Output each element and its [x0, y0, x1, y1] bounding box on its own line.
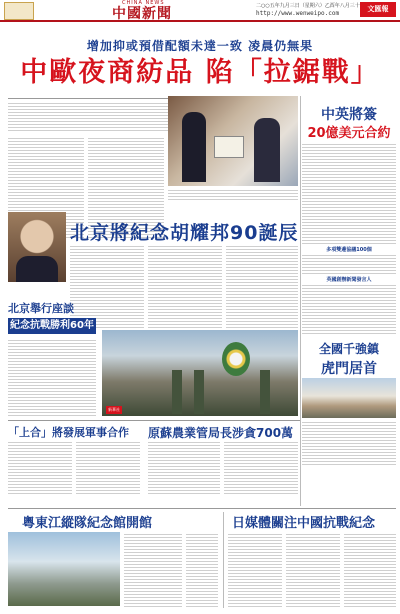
forum-article-column	[8, 338, 96, 418]
towns-article	[302, 420, 396, 466]
side-story-subhead-2: 英國創辦新聞發言人	[302, 276, 396, 283]
sco-title: 「上合」將發展軍事合作	[8, 426, 129, 439]
agri-article-column-2	[224, 440, 298, 494]
hu-article-column-3	[226, 244, 298, 328]
photo-document	[214, 136, 244, 158]
japan-article-column-2	[286, 532, 340, 608]
museum-title: 粵東江縱隊紀念館開館	[22, 516, 153, 531]
photo-figure	[254, 118, 280, 182]
lead-photo-caption	[168, 188, 298, 202]
section-divider	[8, 420, 300, 421]
emblem-icon	[4, 2, 34, 20]
agri-title: 原蘇農業管局長涉貪700萬	[148, 426, 294, 440]
section-name: 中國新聞	[112, 6, 172, 22]
forum-title: 北京舉行座談	[8, 302, 74, 315]
towns-title: 全國千強鎮	[318, 342, 379, 356]
wreath	[222, 342, 250, 376]
side-story	[302, 96, 396, 336]
hu-article-column-1	[70, 244, 144, 328]
japan-title: 日媒體關注中國抗戰紀念	[232, 516, 376, 531]
towns-title-2: 虎門居首	[321, 361, 377, 377]
japan-article-column-3	[344, 532, 396, 608]
lead-headline: 中歐夜商紡品 陷「拉鋸戰」	[20, 57, 380, 88]
hu-portrait	[8, 212, 66, 282]
museum-article-column-2	[186, 532, 218, 608]
masthead	[0, 0, 400, 22]
section-name-en: CHINA NEWS	[122, 0, 165, 6]
agri-article-column-1	[148, 440, 220, 494]
sco-article-column-1	[8, 440, 72, 494]
side-story-subhead-1: 多項雙邊協議100個	[302, 246, 396, 253]
museum-photo	[8, 532, 120, 606]
paper-logo: 文匯報	[360, 2, 396, 17]
photo-figure	[172, 370, 182, 414]
museum-article-column-1	[124, 532, 182, 608]
issue-date: 二○○五年九月三日（星期六）乙酉年八月三十	[256, 3, 360, 9]
section-divider	[8, 508, 396, 509]
photo-figure	[194, 370, 204, 414]
photo-figure	[260, 370, 270, 414]
photo-figure	[182, 112, 206, 182]
photo-credit-badge: 新華社	[108, 407, 120, 412]
japan-article-column-1	[228, 532, 282, 608]
portrait-suit	[16, 256, 58, 282]
side-story-text	[302, 142, 396, 334]
site-url[interactable]: http://www.wenweipo.com	[256, 10, 340, 17]
forum-subtitle: 紀念抗戰勝利60年	[8, 318, 96, 334]
side-story-title-2: 20億美元合約	[307, 126, 391, 141]
hu-headline: 北京將紀念胡耀邦90誕辰	[70, 222, 299, 244]
column-divider	[223, 512, 224, 608]
towns-photo	[302, 378, 396, 418]
ceremony-photo	[102, 330, 298, 416]
side-story-title: 中英將簽	[321, 107, 377, 123]
lead-subheadline: 增加抑或預借配額未達一致 凌晨仍無果	[86, 39, 314, 53]
lead-photo	[168, 96, 298, 186]
sco-article-column-2	[76, 440, 140, 494]
hu-article-column-2	[148, 244, 222, 328]
column-divider	[300, 96, 301, 506]
